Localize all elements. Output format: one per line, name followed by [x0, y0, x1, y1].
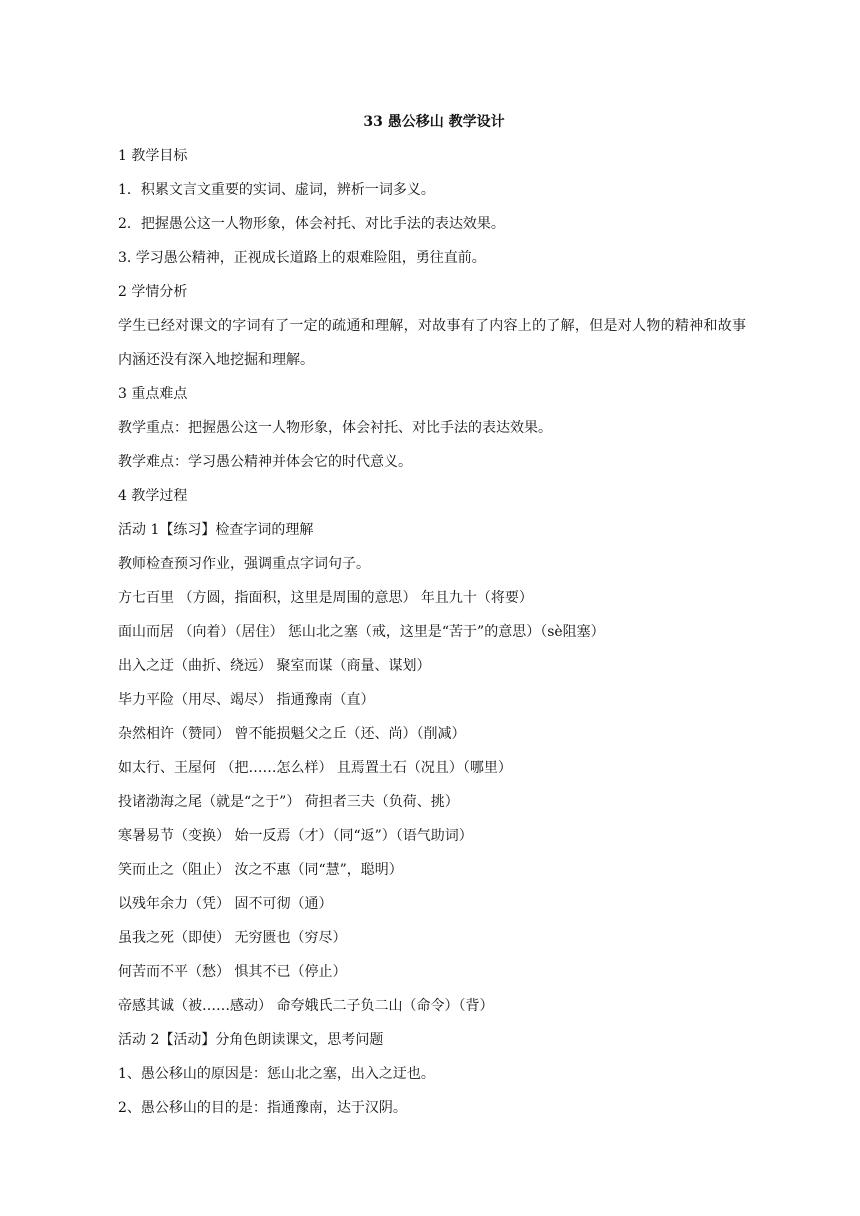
vocab-line: 寒暑易节（变换） 始一反焉（才）（同“返”）（语气助词） [118, 828, 473, 844]
key-point-line: 教学重点：把握愚公这一人物形象，体会衬托、对比手法的表达效果。 [118, 420, 552, 436]
vocab-line: 方七百里 （方圆，指面积，这里是周围的意思） 年且九十（将要） [118, 590, 533, 606]
vocab-line: 帝感其诚（被……感动） 命夸娥氏二子负二山（命令）（背） [118, 998, 494, 1014]
vocab-line: 虽我之死（即使） 无穷匮也（穷尽） [118, 930, 347, 946]
vocab-line: 如太行、王屋何 （把……怎么样） 且焉置土石（况且）（哪里） [118, 760, 512, 776]
text-line: 教师检查预习作业，强调重点字词句子。 [118, 556, 370, 572]
objective-item: 3. 学习愚公精神，正视成长道路上的艰难险阻，勇往直前。 [118, 250, 486, 266]
question-line: 2、愚公移山的目的是：指通豫南，达于汉阴。 [118, 1100, 407, 1116]
section-heading-analysis: 2 学情分析 [118, 284, 188, 300]
document-page [118, 112, 746, 1132]
objective-item: 1．积累文言文重要的实词、虚词，辨析一词多义。 [118, 182, 435, 198]
vocab-line: 面山而居 （向着）（居住） 惩山北之塞（戒，这里是“苦于”的意思）（sè阻塞） [118, 624, 605, 640]
section-heading-objectives: 1 教学目标 [118, 148, 188, 164]
objective-item: 2．把握愚公这一人物形象，体会衬托、对比手法的表达效果。 [118, 216, 505, 232]
analysis-paragraph: 学生已经对课文的字词有了一定的疏通和理解，对故事有了内容上的了解，但是对人物的精神和故事内涵还没有深入地挖掘和理解。 [118, 318, 746, 368]
activity-heading: 活动 1【练习】检查字词的理解 [118, 522, 314, 538]
question-line: 1、愚公移山的原因是：惩山北之塞，出入之迂也。 [118, 1066, 435, 1082]
vocab-line: 杂然相许（赞同） 曾不能损魁父之丘（还、尚）（削减） [118, 726, 466, 742]
vocab-line: 笑而止之（阻止） 汝之不惠（同“慧”，聪明） [118, 862, 403, 878]
vocab-line: 出入之迂（曲折、绕远） 聚室而谋（商量、谋划） [118, 658, 431, 674]
vocab-line: 何苦而不平（愁） 惧其不已（停止） [118, 964, 347, 980]
vocab-line: 投诸渤海之尾（就是“之于”） 荷担者三夫（负荷、挑） [118, 794, 459, 810]
section-heading-key-points: 3 重点难点 [118, 386, 188, 402]
vocab-line: 以残年余力（凭） 固不可彻（通） [118, 896, 333, 912]
section-heading-process: 4 教学过程 [118, 488, 188, 504]
document-title: 33 愚公移山 教学设计 [363, 114, 505, 130]
vocab-line: 毕力平险（用尽、竭尽） 指通豫南（直） [118, 692, 375, 708]
difficult-point-line: 教学难点：学习愚公精神并体会它的时代意义。 [118, 454, 412, 470]
activity-heading: 活动 2【活动】分角色朗读课文，思考问题 [118, 1032, 384, 1048]
